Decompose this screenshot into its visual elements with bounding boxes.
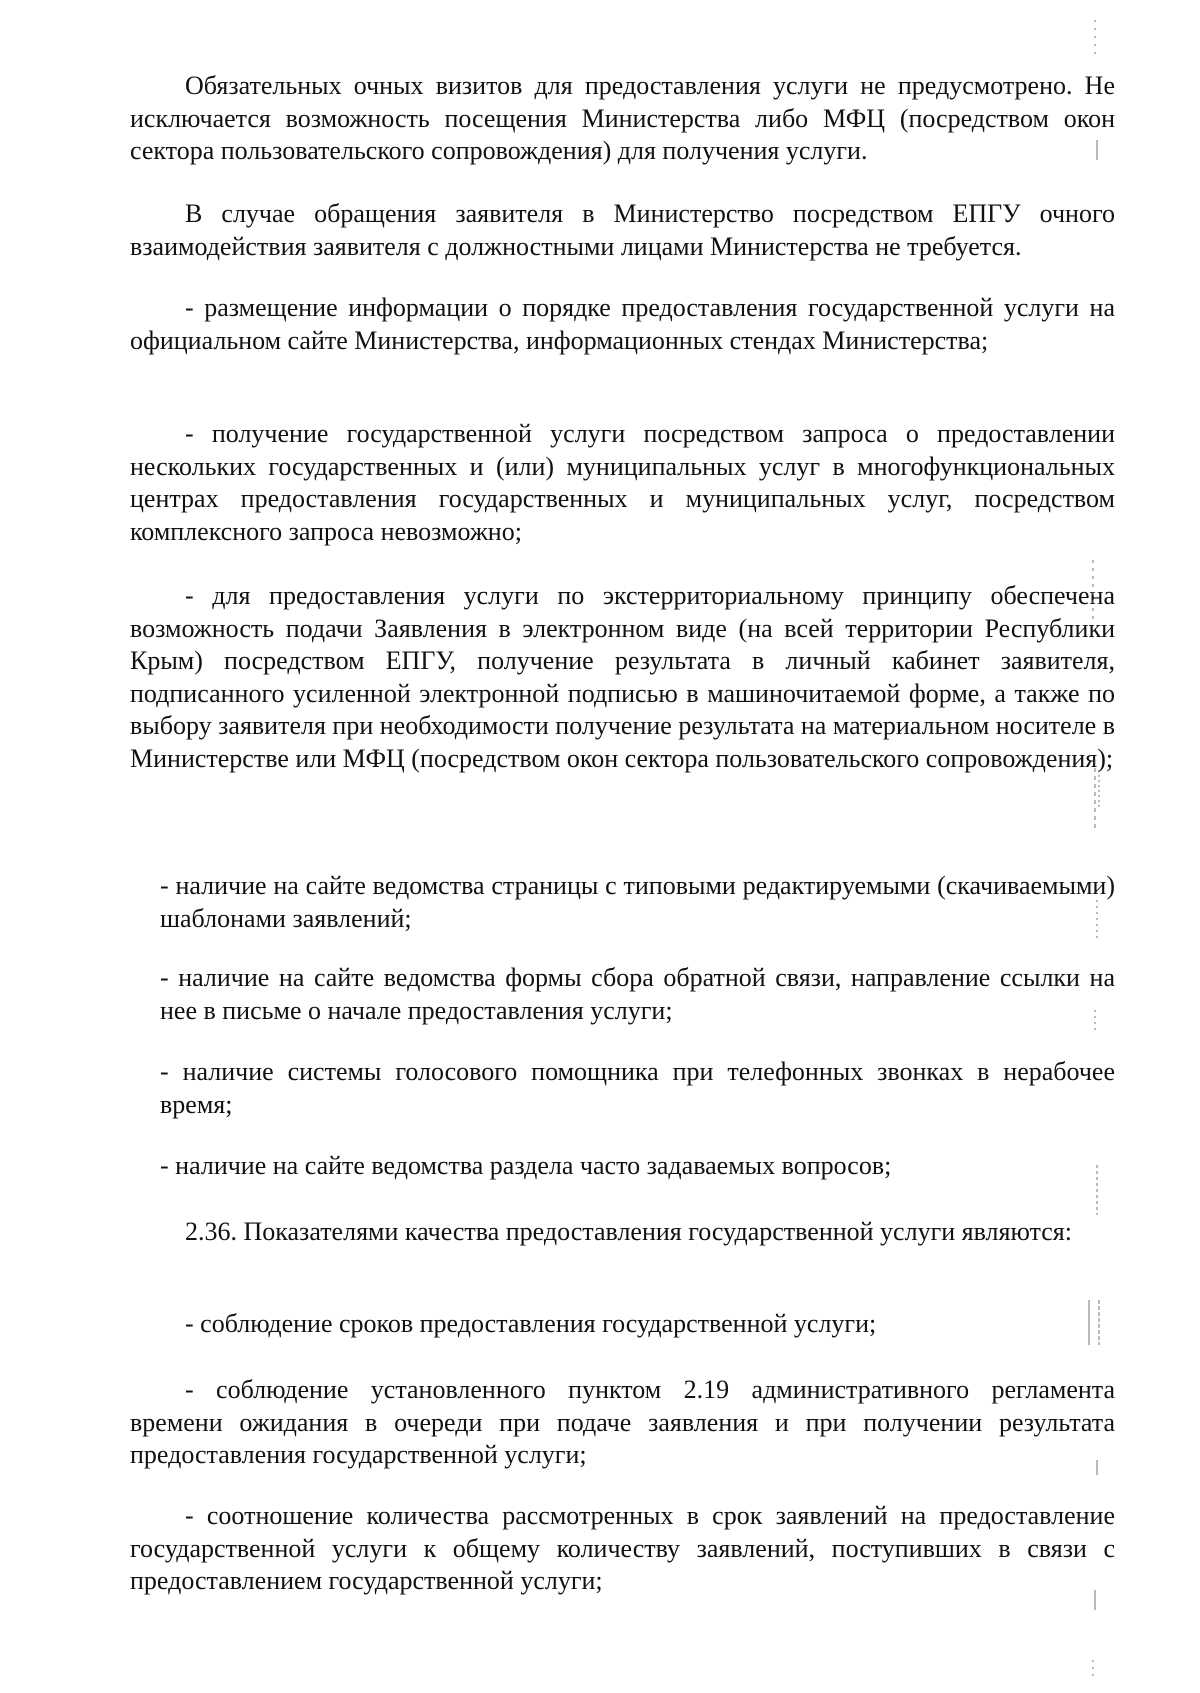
paragraph-faq: - наличие на сайте ведомства раздела часто задаваемых вопросов;	[160, 1151, 892, 1180]
paragraph-info-placement: - размещение информации о порядке предоставления государственной услуги на официальном сайте Министерства, информационных стендах Министерства;	[130, 293, 1115, 355]
paragraph-waiting-time: - соблюдение установленного пунктом 2.19 административного регламента времени ожидания в очереди при подаче заявления и при получении результата предоставления государственной услуги;	[130, 1375, 1115, 1469]
paragraph-deadlines: - соблюдение сроков предоставления государственной услуги;	[185, 1309, 877, 1338]
paragraph-quality-indicators: 2.36. Показателями качества предоставления государственной услуги являются:	[185, 1217, 1072, 1246]
paragraph-epgu: В случае обращения заявителя в Министерство посредством ЕПГУ очного взаимодействия заявителя с должностными лицами Министерства не требуется.	[130, 199, 1115, 261]
paragraph-voice-assistant: - наличие системы голосового помощника при телефонных звонках в нерабочее время;	[160, 1057, 1115, 1119]
paragraph-templates: - наличие на сайте ведомства страницы с типовыми редактируемыми (скачиваемыми) шаблонами заявлений;	[160, 871, 1115, 933]
paragraph-complex-request: - получение государственной услуги посредством запроса о предоставлении нескольких государственных и (или) муниципальных услуг в многофункциональных центрах предоставления государственных и муниципальных услуг, посредством комплексного запроса невозможно;	[130, 419, 1115, 546]
paragraph-ratio: - соотношение количества рассмотренных в срок заявлений на предоставление государственной услуги к общему количеству заявлений, поступивших в связи с предоставлением государственной услуги;	[130, 1501, 1115, 1595]
paragraph-extraterritorial: - для предоставления услуги по экстерриториальному принципу обеспечена возможность подачи Заявления в электронном виде (на всей территории Республики Крым) посредством ЕПГУ, получение результата в личный кабинет заявителя, подписанного усиленной электронной подписью в машиночитаемой форме, а также по выбору заявителя при необходимости получение результата на материальном носителе в Министерстве или МФЦ (посредством окон сектора пользовательского сопровождения);	[130, 581, 1115, 773]
paragraph-feedback: - наличие на сайте ведомства формы сбора обратной связи, направление ссылки на нее в письме о начале предоставления услуги;	[160, 963, 1115, 1025]
paragraph-visits: Обязательных очных визитов для предоставления услуги не предусмотрено. Не исключается возможность посещения Министерства либо МФЦ (посредством окон сектора пользовательского сопровождения) для получения услуги.	[130, 71, 1115, 165]
